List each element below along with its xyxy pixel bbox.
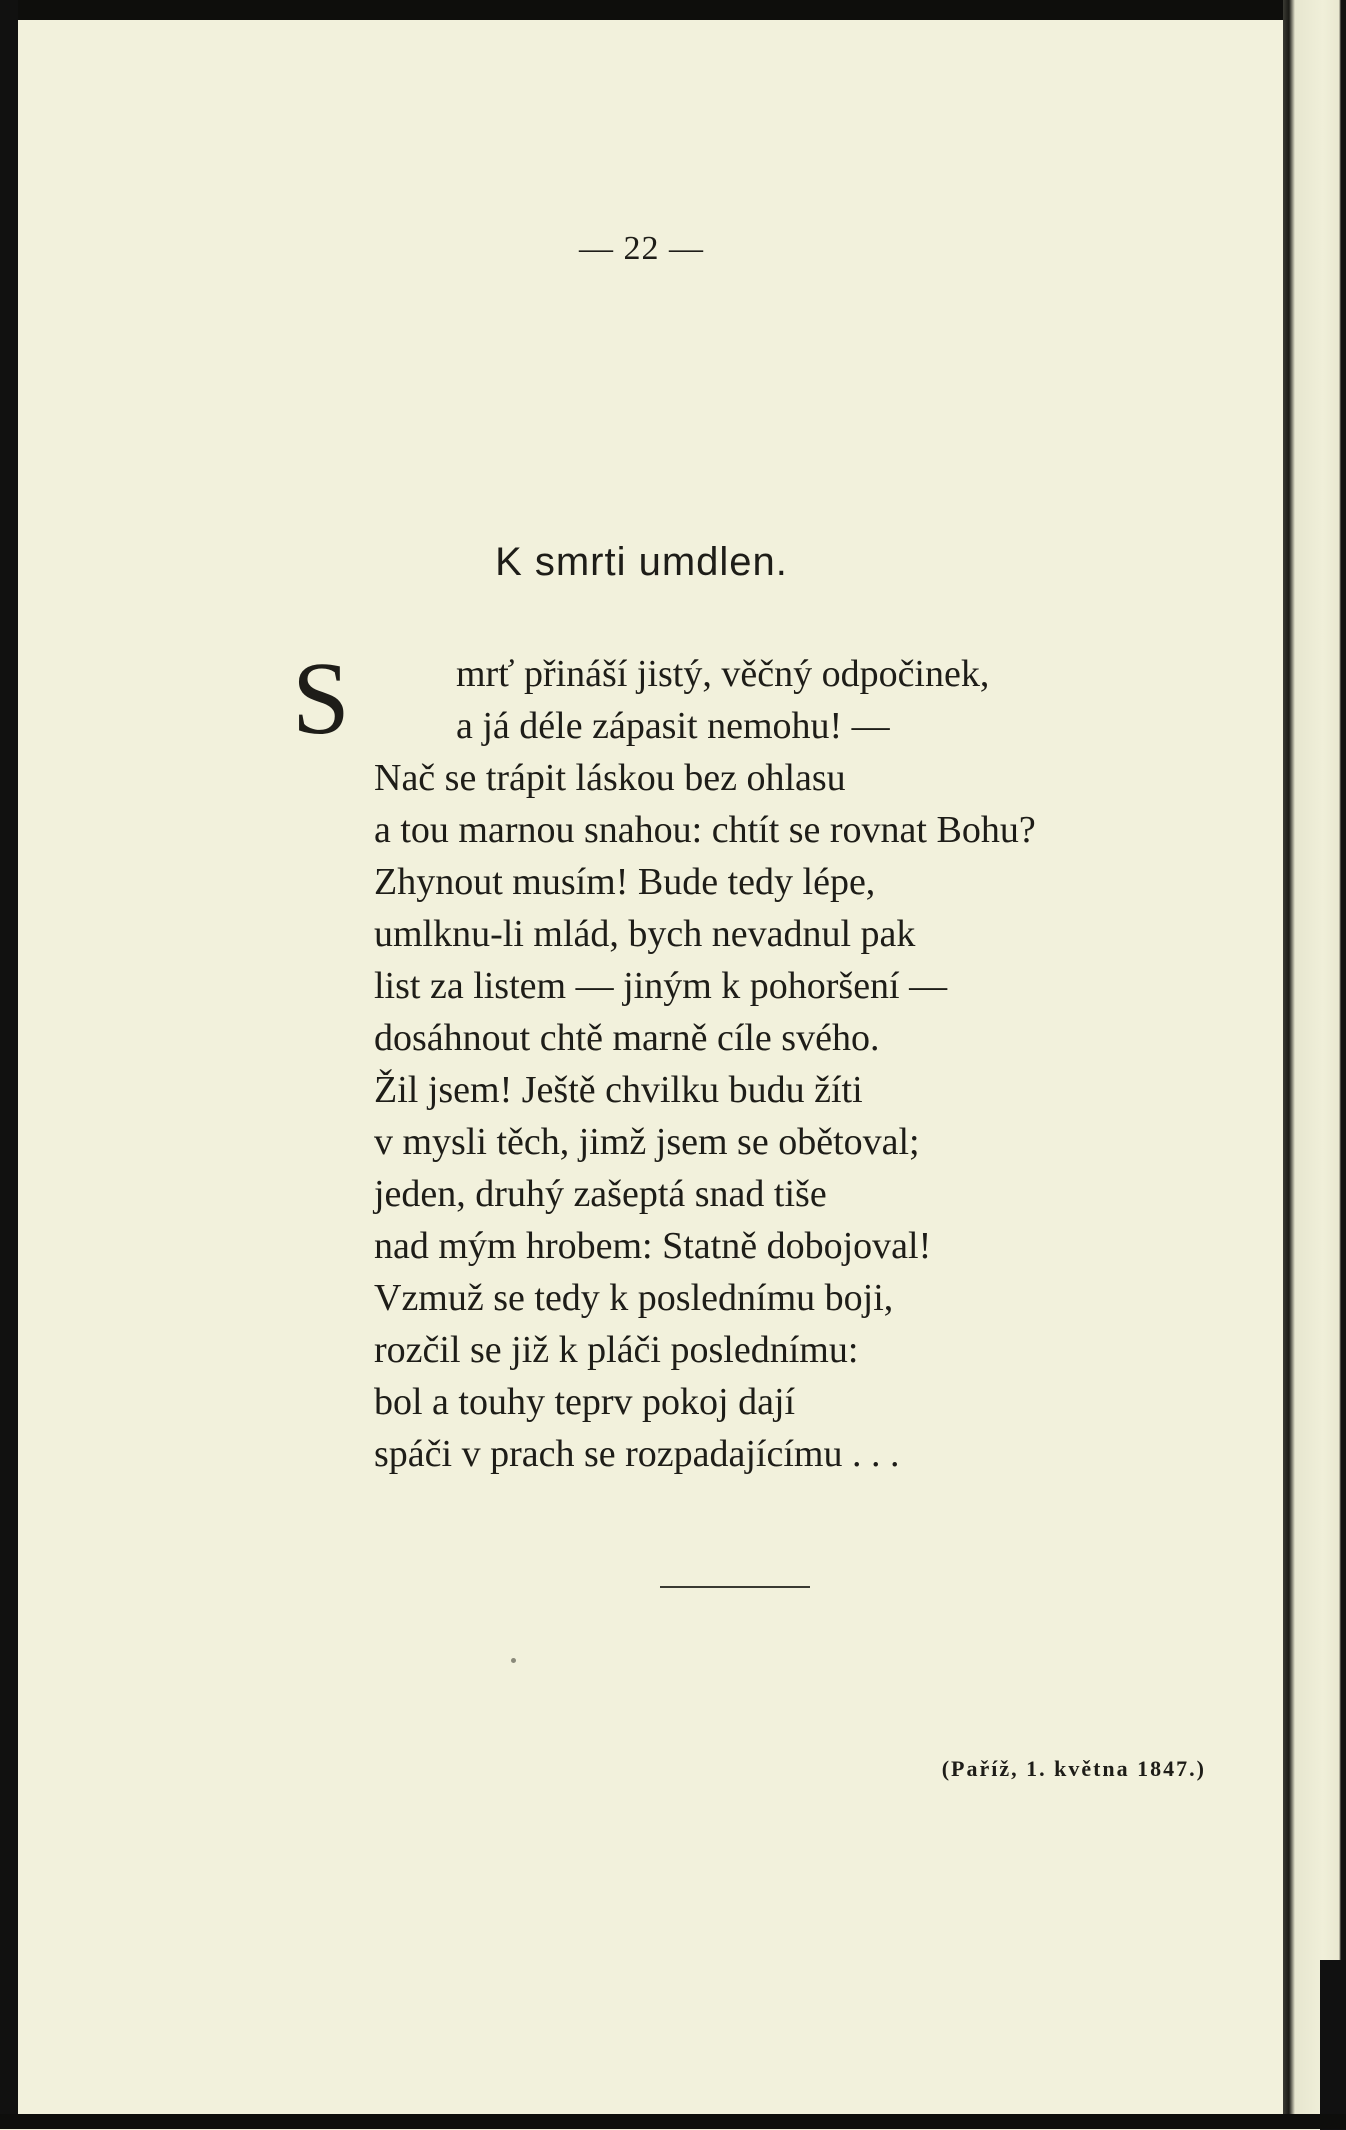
- section-divider: [660, 1586, 810, 1588]
- poem-line: Žil jsem! Ještě chvilku budu žíti: [374, 1069, 863, 1111]
- drop-cap: S: [292, 641, 350, 756]
- poem-line: nad mým hrobem: Statně dobojoval!: [374, 1225, 932, 1267]
- poem-line: umlknu-li mlád, bych nevadnul pak: [374, 913, 916, 955]
- poem-title: K smrti umdlen.: [495, 540, 788, 584]
- book-gutter: [1283, 0, 1346, 2129]
- poem-line: v mysli těch, jimž jsem se obětoval;: [374, 1121, 920, 1163]
- book-edge-shadow: [1320, 1960, 1346, 2130]
- poem-line: Vzmuž se tedy k poslednímu boji,: [374, 1277, 894, 1319]
- scan-border-bottom: [0, 2114, 1346, 2129]
- poem-line: a tou marnou snahou: chtít se rovnat Bohu?: [374, 809, 1036, 851]
- scan-border-top: [0, 0, 1346, 20]
- poem-line: rozčil se již k pláči poslednímu:: [374, 1329, 859, 1371]
- date-note: (Paříž, 1. května 1847.): [941, 1756, 1206, 1781]
- poem-line: Zhynout musím! Bude tedy lépe,: [374, 861, 876, 903]
- poem-line: list za listem — jiným k pohoršení —: [374, 965, 948, 1007]
- poem-line: dosáhnout chtě marně cíle svého.: [374, 1017, 880, 1059]
- poem-line: Nač se trápit láskou bez ohlasu: [374, 757, 846, 799]
- poem-line: spáči v prach se rozpadajícímu . . .: [374, 1433, 900, 1475]
- ink-speck: [511, 1658, 516, 1663]
- poem-line: jeden, druhý zašeptá snad tiše: [374, 1173, 827, 1215]
- page-number: — 22 —: [579, 230, 704, 267]
- scan-border-left: [0, 0, 18, 2129]
- poem-line-text: mrť přináší jistý, věčný odpočinek,: [456, 653, 990, 695]
- poem-line: a já déle zápasit nemohu! —: [456, 705, 890, 747]
- poem-body: [292, 641, 1254, 1480]
- poem-line: bol a touhy teprv pokoj dají: [374, 1381, 796, 1423]
